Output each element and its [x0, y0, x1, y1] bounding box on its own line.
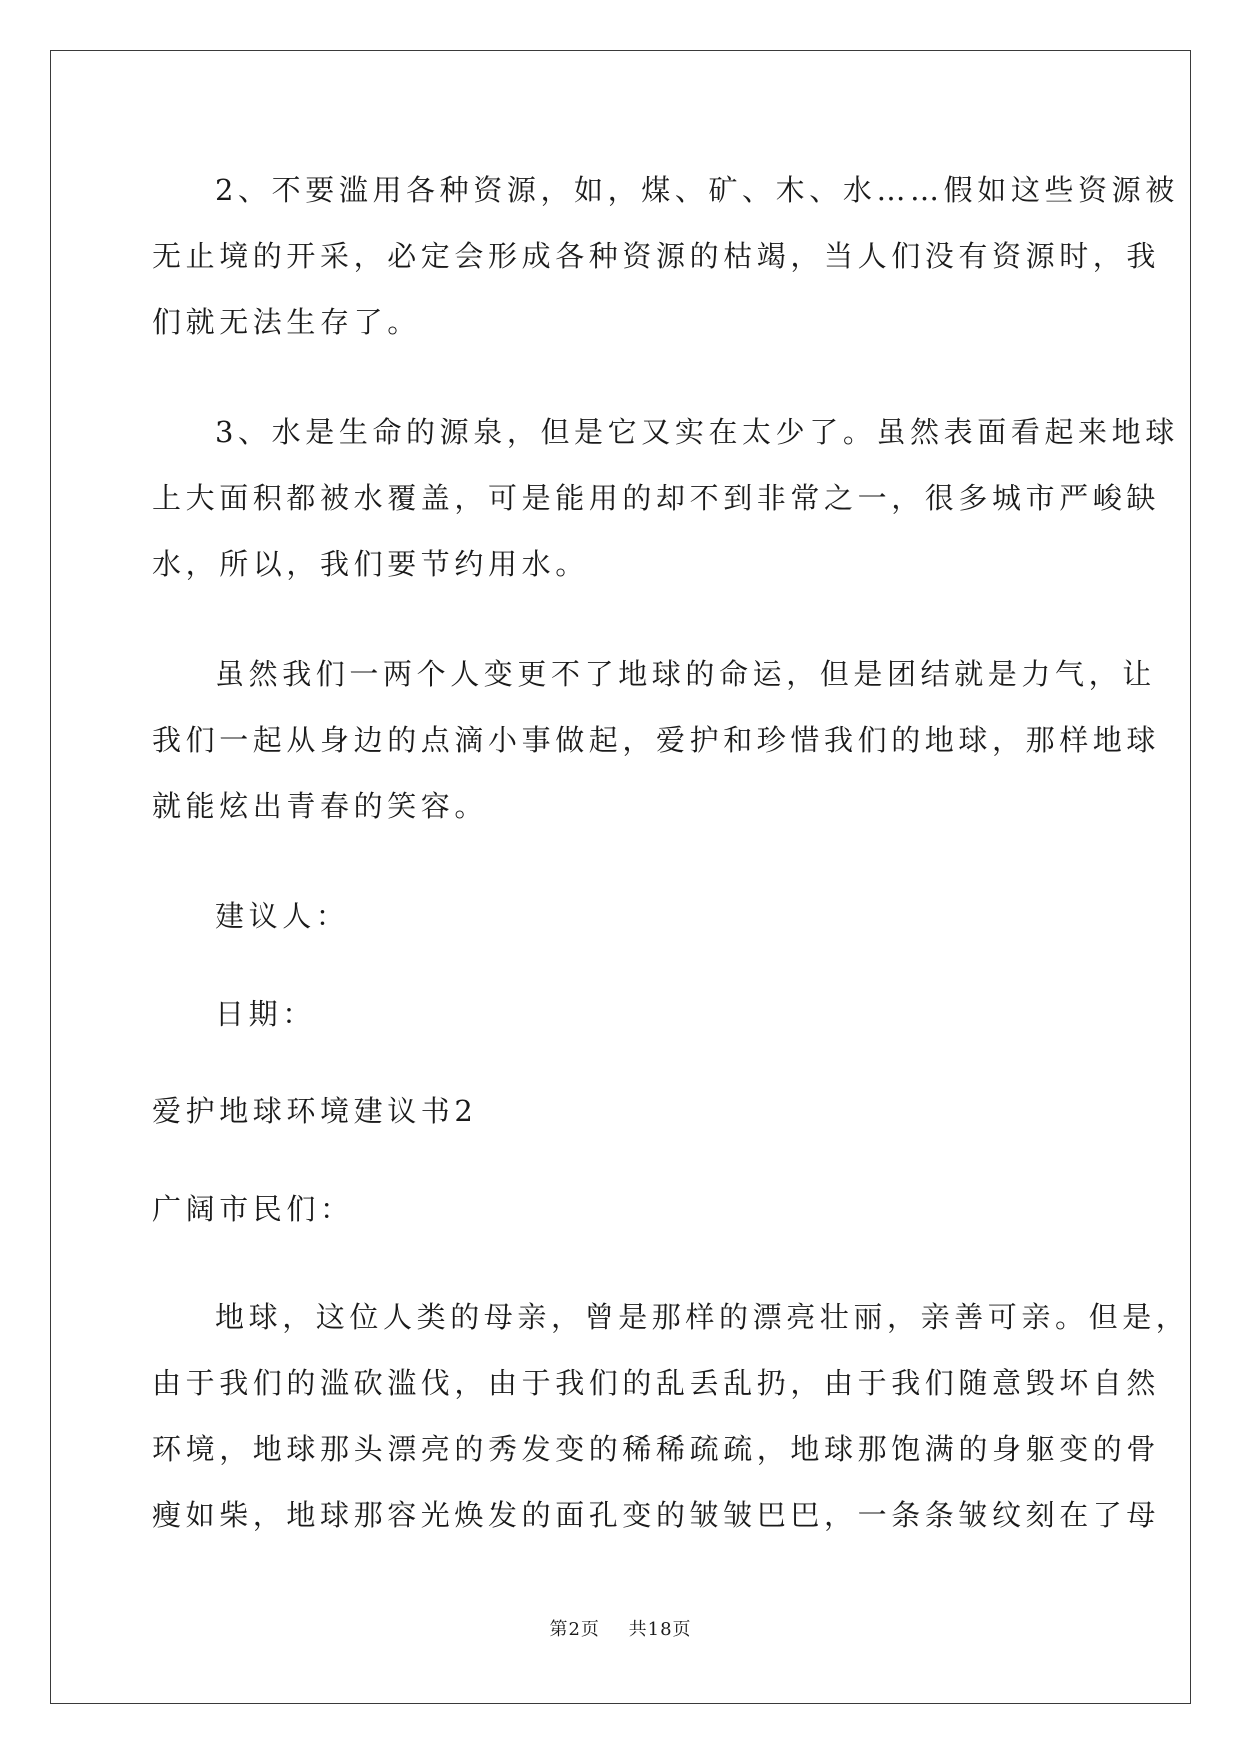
paragraph-2-line-3: 们就无法生存了。: [152, 305, 421, 339]
paragraph-3-line-2: 上大面积都被水覆盖，可是能用的却不到非常之一，很多城市严峻缺: [152, 481, 1161, 515]
paragraph-3-line-1: 3、水是生命的源泉，但是它又实在太少了。虽然表面看起来地球: [215, 415, 1179, 449]
page-number: 第2页: [549, 1619, 600, 1640]
closing-paragraph-line-2: 我们一起从身边的点滴小事做起，爱护和珍惜我们的地球，那样地球: [152, 723, 1161, 757]
body-paragraph-line-3: 环境，地球那头漂亮的秀发变的稀稀疏疏，地球那饱满的身躯变的骨: [152, 1432, 1161, 1466]
page-total: 共18页: [628, 1619, 692, 1640]
page-footer: [0, 1618, 1241, 1642]
closing-paragraph-line-1: 虽然我们一两个人变更不了地球的命运，但是团结就是力气，让: [215, 657, 1156, 691]
section-title: 爱护地球环境建议书2: [152, 1094, 478, 1128]
closing-paragraph-line-3: 就能炫出青春的笑容。: [152, 789, 489, 823]
paragraph-3-line-3: 水，所以，我们要节约用水。: [152, 547, 589, 581]
body-paragraph-line-4: 瘦如柴，地球那容光焕发的面孔变的皱皱巴巴，一条条皱纹刻在了母: [152, 1498, 1161, 1532]
salutation: 广阔市民们：: [152, 1192, 354, 1226]
proposer-label: 建议人：: [215, 899, 350, 933]
paragraph-2-line-1: 2、不要滥用各种资源，如，煤、矿、木、水……假如这些资源被: [215, 173, 1179, 207]
body-paragraph-line-2: 由于我们的滥砍滥伐，由于我们的乱丢乱扔，由于我们随意毁坏自然: [152, 1366, 1161, 1400]
date-label: 日期：: [215, 997, 316, 1031]
paragraph-2-line-2: 无止境的开采，必定会形成各种资源的枯竭，当人们没有资源时，我: [152, 239, 1161, 273]
body-paragraph-line-1: 地球，这位人类的母亲，曾是那样的漂亮壮丽，亲善可亲。但是，: [215, 1300, 1190, 1334]
